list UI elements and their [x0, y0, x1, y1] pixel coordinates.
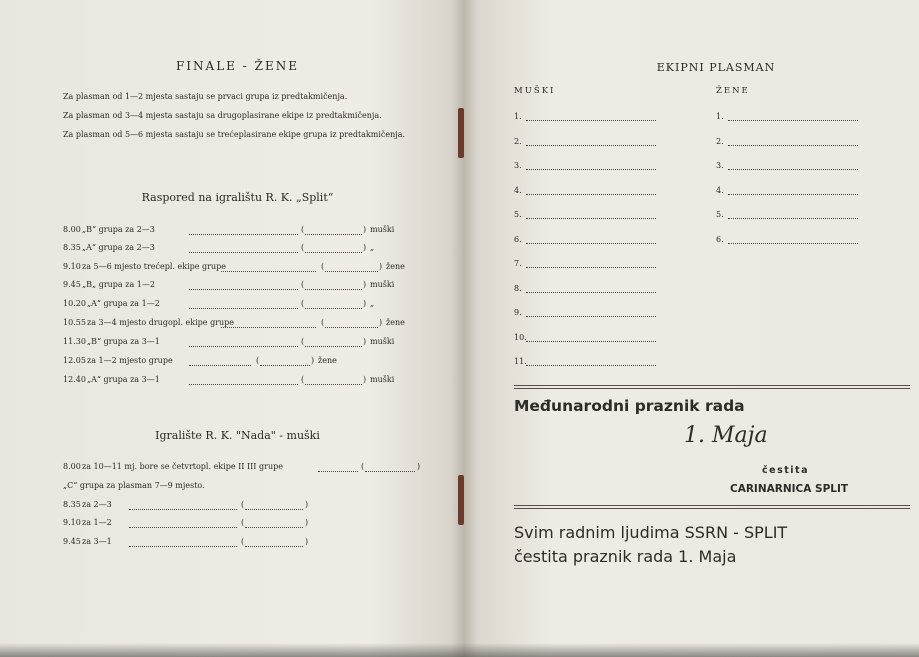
- rank-number: 10.: [514, 332, 527, 342]
- schedule-nada-note: „C“ grupa za plasman 7—9 mjesto.: [63, 481, 205, 490]
- schedule-split-row: [63, 299, 423, 311]
- open-paren: (: [301, 243, 305, 252]
- close-paren: ): [311, 356, 315, 365]
- fill-line: [189, 346, 298, 347]
- close-paren: ): [363, 299, 367, 308]
- rank-fill-line: [526, 365, 656, 366]
- rank-number: 3.: [514, 161, 522, 170]
- match-cell: za 1—2 mjesto grupe: [87, 356, 173, 365]
- close-paren: ): [363, 243, 367, 252]
- close-paren: ): [379, 262, 383, 271]
- schedule-nada-row: [63, 500, 323, 512]
- schedule-split-row: [63, 356, 423, 368]
- time-cell: 8.35: [63, 243, 81, 252]
- match-cell: „B“ grupa za 2—3: [82, 225, 155, 234]
- schedule-nada-row: [63, 537, 323, 549]
- finale-title: FINALE - ŽENE: [175, 59, 299, 73]
- open-paren: (: [256, 356, 260, 365]
- fill-line: [305, 252, 362, 253]
- close-paren: ): [379, 318, 383, 327]
- time-cell: 12.05: [63, 356, 86, 365]
- close-paren: ): [417, 462, 421, 471]
- schedule-split-row: [63, 375, 423, 387]
- fill-line: [129, 546, 237, 547]
- open-paren: (: [321, 262, 325, 271]
- time-cell: 10.55: [63, 318, 86, 327]
- fill-line: [260, 365, 310, 366]
- fill-line: [305, 384, 362, 385]
- team-ranking-title: EKIPNI PLASMAN: [656, 61, 776, 74]
- rank-number: 8.: [514, 283, 522, 293]
- category-cell: muški: [370, 375, 395, 384]
- fill-line: [245, 509, 303, 510]
- fill-line: [305, 234, 362, 235]
- fill-line: [129, 527, 237, 528]
- fill-line: [189, 365, 251, 366]
- staple-top: [458, 108, 464, 158]
- match-cell: „A“ grupa za 2—3: [82, 243, 155, 252]
- match-cell: „B„ grupa za 1—2: [82, 280, 155, 289]
- fill-line: [221, 327, 316, 328]
- fill-line: [305, 289, 362, 290]
- rule-paragraph-3: Za plasman od 5—6 mjesta sastaju se trećeplasirane ekipe grupa iz predtakmičenja.: [63, 130, 406, 139]
- rank-number: 6.: [716, 234, 724, 244]
- open-paren: (: [321, 318, 325, 327]
- rank-fill-line: [526, 292, 656, 293]
- rank-number: 1.: [716, 112, 724, 121]
- schedule-nada-row-first: [63, 462, 423, 474]
- rank-number: 2.: [514, 136, 522, 146]
- open-paren: (: [301, 375, 305, 384]
- time-cell: 9.45: [63, 537, 81, 546]
- open-paren: (: [301, 280, 305, 289]
- ad-ssrn-line-1: Svim radnim ljudima SSRN - SPLIT: [514, 523, 788, 542]
- schedule-split-row: [63, 318, 423, 330]
- fill-line: [221, 271, 316, 272]
- rank-fill-line: [526, 218, 656, 219]
- rank-number: 5.: [514, 210, 522, 219]
- fill-line: [129, 509, 237, 510]
- rank-number: 2.: [716, 136, 724, 146]
- open-paren: (: [241, 500, 245, 509]
- open-paren: (: [241, 518, 245, 527]
- rank-number: 11.: [514, 357, 527, 366]
- time-cell: 8.35: [63, 500, 81, 509]
- time-cell: 8.00: [63, 225, 81, 234]
- close-paren: ): [305, 500, 309, 509]
- rank-number: 1.: [514, 112, 522, 121]
- category-cell: „: [370, 299, 375, 308]
- match-cell: za 5—6 mjesto trećepl. ekipe grupe: [82, 262, 226, 271]
- fill-line: [189, 234, 298, 235]
- fill-line: [189, 252, 298, 253]
- ad-holiday-date: 1. Maja: [684, 423, 768, 448]
- match-cell: „B“ grupa za 3—1: [87, 337, 160, 346]
- close-paren: ): [363, 280, 367, 289]
- match-cell: „A“ grupa za 3—1: [87, 375, 160, 384]
- schedule-split-row: [63, 262, 423, 274]
- time-cell: 12.40: [63, 375, 86, 384]
- staple-bottom: [458, 475, 464, 525]
- fill-line: [245, 527, 303, 528]
- rank-number: 3.: [716, 161, 724, 170]
- men-column-label: MUŠKI: [514, 86, 556, 96]
- rank-fill-line: [526, 267, 656, 268]
- rank-fill-line: [526, 194, 656, 195]
- category-cell: muški: [370, 337, 395, 346]
- match-cell: za 1—2: [82, 518, 112, 527]
- fill-line: [189, 308, 298, 309]
- ad-ssrn-greeting: [514, 521, 787, 569]
- schedule-split-row: [63, 280, 423, 292]
- ad-rule-top: [514, 385, 910, 386]
- open-paren: (: [241, 537, 245, 546]
- rule-paragraph-2: Za plasman od 3—4 mjesta sastaju sa drugoplasirane ekipe iz predtakmičenja.: [63, 111, 382, 120]
- open-paren: (: [301, 299, 305, 308]
- women-column-label: ŽENE: [716, 86, 750, 96]
- close-paren: ): [363, 375, 367, 384]
- fill-line: [325, 271, 378, 272]
- match-cell: za 3—4 mjesto drugopl. ekipe grupe: [87, 318, 235, 327]
- match-cell: za 2—3: [82, 500, 112, 509]
- match-cell: za 3—1: [82, 537, 112, 546]
- schedule-split-row: [63, 243, 423, 255]
- time-cell: 11.30: [63, 337, 86, 346]
- rank-fill-line: [728, 218, 858, 219]
- ad-ssrn-line-2: čestita praznik rada 1. Maja: [514, 547, 737, 566]
- schedule-split-title: Raspored na igralištu R. K. „Split“: [141, 191, 334, 204]
- rank-fill-line: [728, 169, 858, 170]
- match-cell: za 10—11 mj. bore se četvrtopl. ekipe II III grupe: [82, 462, 283, 471]
- rank-number: 4.: [716, 185, 724, 195]
- category-cell: žene: [386, 318, 405, 327]
- fill-line: [305, 346, 362, 347]
- category-cell: muški: [370, 280, 395, 289]
- ad-rule-mid-2: [514, 508, 910, 509]
- time-cell: 10.20: [63, 299, 86, 308]
- time-cell: 9.10: [63, 262, 81, 271]
- time-cell: 9.45: [63, 280, 81, 289]
- rank-fill-line: [526, 120, 656, 121]
- rank-fill-line: [526, 316, 656, 317]
- left-page: [0, 0, 462, 643]
- rank-fill-line: [728, 145, 858, 146]
- fill-line: [189, 384, 298, 385]
- close-paren: ): [363, 225, 367, 234]
- fill-line: [365, 471, 415, 472]
- rank-fill-line: [526, 341, 656, 342]
- time-cell: 8.00: [63, 462, 81, 471]
- category-cell: žene: [386, 262, 405, 271]
- rank-number: 5.: [716, 210, 724, 219]
- scan-shadow: [0, 643, 919, 657]
- right-page: [466, 0, 919, 643]
- schedule-split-row: [63, 225, 423, 237]
- fill-line: [245, 546, 303, 547]
- rank-fill-line: [728, 243, 858, 244]
- open-paren: (: [361, 462, 365, 471]
- fill-line: [305, 308, 362, 309]
- rank-number: 6.: [514, 234, 522, 244]
- ad-holiday-title: Međunarodni praznik rada: [514, 397, 745, 415]
- schedule-nada-row: [63, 518, 323, 530]
- ad-rule-mid: [514, 505, 910, 506]
- rank-fill-line: [728, 194, 858, 195]
- rank-number: 4.: [514, 185, 522, 195]
- category-cell: muški: [370, 225, 395, 234]
- schedule-split-row: [63, 337, 423, 349]
- category-cell: žene: [318, 356, 337, 365]
- rank-fill-line: [526, 243, 656, 244]
- fill-line: [325, 327, 378, 328]
- fill-line: [318, 471, 358, 472]
- rank-fill-line: [728, 120, 858, 121]
- fill-line: [189, 289, 298, 290]
- rank-fill-line: [526, 145, 656, 146]
- open-paren: (: [301, 337, 305, 346]
- ad-rule-top-2: [514, 388, 910, 389]
- schedule-nada-title: Igralište R. K. "Nada" - muški: [155, 429, 320, 442]
- rule-paragraph-1: Za plasman od 1—2 mjesta sastaju se prvaci grupa iz predtakmičenja.: [63, 92, 348, 101]
- category-cell: „: [370, 243, 375, 252]
- ad-sponsor-customs: CARINARNICA SPLIT: [730, 483, 849, 495]
- close-paren: ): [305, 537, 309, 546]
- bleed-through-text: [766, 120, 906, 144]
- match-cell: „A“ grupa za 1—2: [87, 299, 160, 308]
- rank-number: 7.: [514, 259, 522, 268]
- open-paren: (: [301, 225, 305, 234]
- ad-congratulates: čestita: [762, 465, 809, 476]
- rank-fill-line: [526, 169, 656, 170]
- time-cell: 9.10: [63, 518, 81, 527]
- close-paren: ): [305, 518, 309, 527]
- rank-number: 9.: [514, 308, 522, 317]
- close-paren: ): [363, 337, 367, 346]
